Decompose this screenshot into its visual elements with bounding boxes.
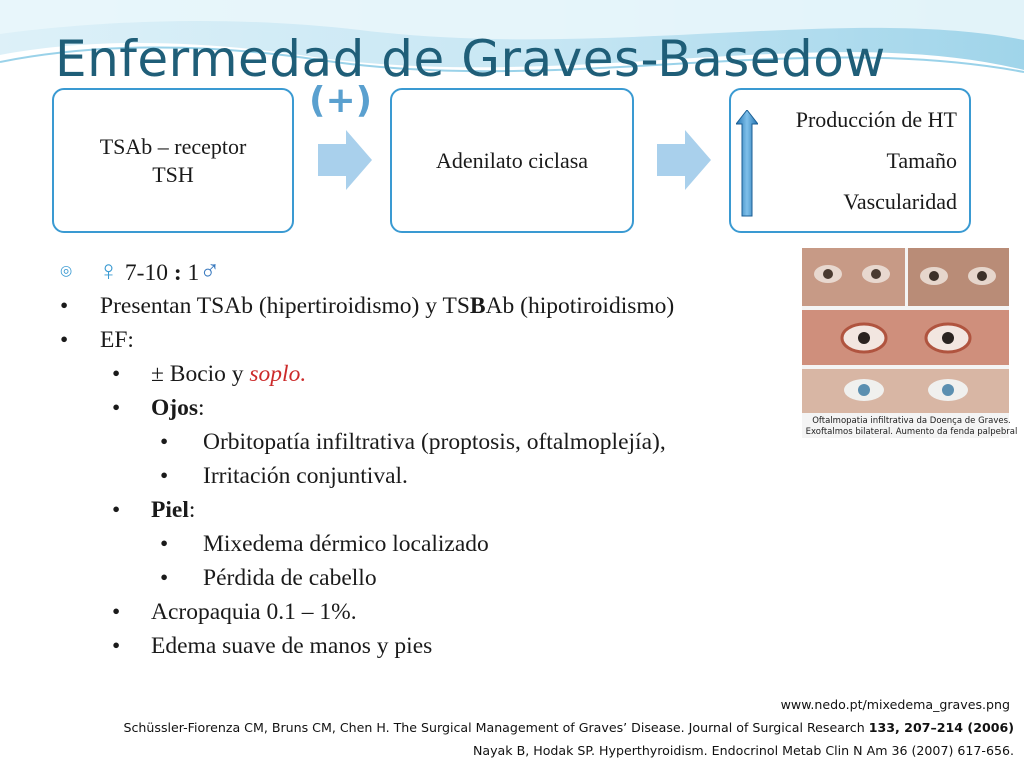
slide-title: Enfermedad de Graves-Basedow [55, 30, 886, 88]
flow-box-tsab-label: TSAb – receptor TSH [99, 133, 247, 187]
right-arrow-icon [657, 130, 711, 190]
bullet-icon: • [112, 395, 121, 421]
reference-url: www.nedo.pt/mixedema_graves.png [780, 697, 1010, 712]
male-symbol-icon: ♂ [199, 256, 221, 287]
reference-schussler: Schüssler-Fiorenza CM, Bruns CM, Chen H. The Surgical Management of Graves’ Disease. Journal of Surgical Research 133, 207–214 (2006) [123, 720, 1014, 735]
bullet-icon: • [112, 497, 121, 523]
bullet-icon: • [160, 463, 169, 489]
effect-item: Producción de HT [795, 107, 957, 132]
female-symbol-icon: ♀ [98, 256, 119, 287]
bullet-icon: • [160, 429, 169, 455]
bullet-icon: • [160, 565, 169, 591]
bullet-icon: • [160, 531, 169, 557]
bullet-icon: • [60, 293, 69, 319]
flow-box-adenilato [390, 88, 634, 233]
bullet-icon: • [112, 633, 121, 659]
bullet-icon: • [60, 327, 69, 353]
bullet-icon: • [112, 599, 121, 625]
photo-caption: Oftalmopatia infiltrativa da Doença de Graves. Exoftalmos bilateral. Aumento da fenda palpebral [805, 416, 1018, 437]
graves-ophthalmopathy-photo [802, 248, 1009, 438]
right-arrow-icon [318, 130, 372, 190]
effect-item: Tamaño [886, 148, 957, 173]
reference-nayak: Nayak B, Hodak SP. Hyperthyroidism. Endocrinol Metab Clin N Am 36 (2007) 617-656. [472, 743, 1014, 758]
circle-bullet-icon: ◎ [60, 264, 73, 279]
flow-box-adenilato-label: Adenilato ciclasa [435, 147, 589, 173]
effect-item: Vascularidad [843, 189, 957, 214]
up-arrow-icon [736, 110, 758, 218]
bullet-icon: • [112, 361, 121, 387]
plus-sign: (+) [309, 80, 373, 121]
flow-box-tsab [52, 88, 294, 233]
flow-box-effects [729, 88, 971, 233]
